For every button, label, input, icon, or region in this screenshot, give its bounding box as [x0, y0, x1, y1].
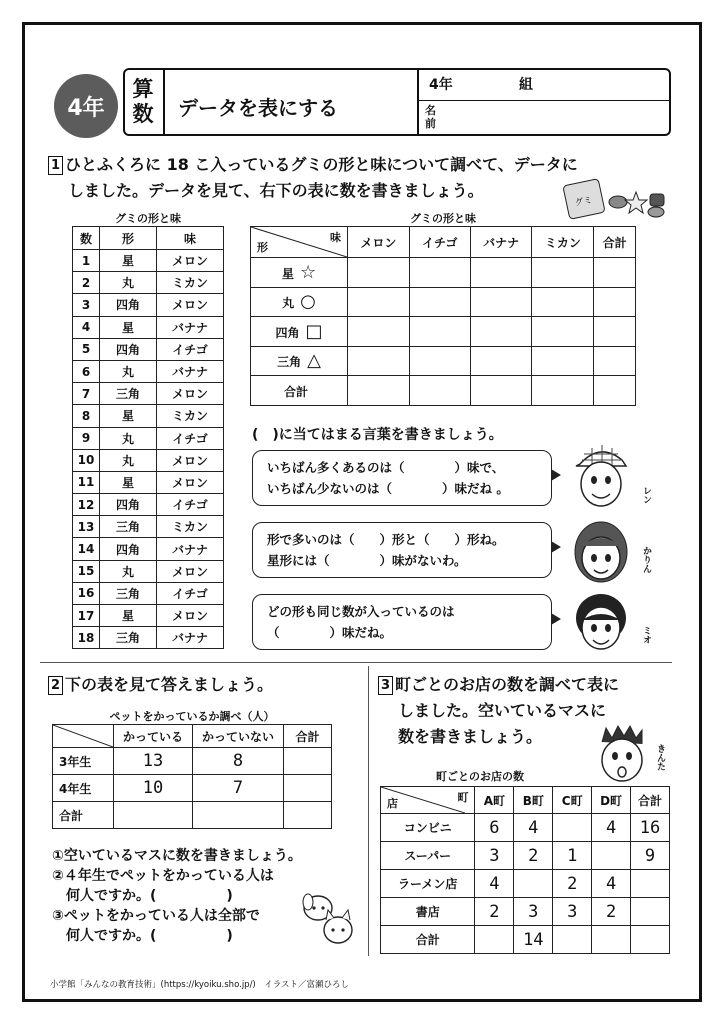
summary-row — [251, 258, 636, 288]
speaker-name-kinta: きんた — [655, 744, 665, 771]
row-shape: 星 — [100, 471, 157, 493]
row-flavor: メロン — [157, 471, 224, 493]
row-number: 4 — [73, 316, 100, 338]
data-table-row — [73, 383, 224, 405]
character-karin-illustration — [570, 516, 632, 588]
pet-row — [53, 802, 332, 829]
pet-col-not-have: かっていない — [193, 725, 284, 748]
row-flavor: ミカン — [157, 516, 224, 538]
shop-col-c: C町 — [553, 787, 592, 814]
shop-row-label: コンビニ — [381, 814, 475, 842]
summary-answer-cell[interactable] — [594, 287, 636, 317]
row-number: 17 — [73, 605, 100, 627]
shop-answer-cell[interactable] — [553, 926, 592, 954]
shop-table-caption: 町ごとのお店の数 — [436, 770, 524, 783]
shop-value-cell: 3 — [514, 898, 553, 926]
shop-col-a: A町 — [475, 787, 514, 814]
pet-col-total: 合計 — [284, 725, 332, 748]
row-shape: 四角 — [100, 294, 157, 316]
shop-row — [381, 926, 670, 954]
summary-row-label: 四角 □ — [251, 317, 348, 347]
row-flavor: イチゴ — [157, 582, 224, 604]
fill-instruction: ( )に当てはまる言葉を書きましょう。 — [252, 427, 503, 443]
pet-col-have: かっている — [114, 725, 193, 748]
summary-answer-cell[interactable] — [594, 346, 636, 376]
summary-answer-cell[interactable] — [409, 376, 470, 406]
summary-answer-cell[interactable] — [348, 317, 410, 347]
q2-number: 2 — [48, 676, 63, 695]
shop-row — [381, 870, 670, 898]
summary-row-label: 合計 — [251, 376, 348, 406]
pet-value-cell: 13 — [114, 748, 193, 775]
speaker-name-3: ミオ — [641, 626, 651, 644]
row-shape: 四角 — [100, 494, 157, 516]
shop-table — [380, 786, 670, 954]
col-melon: メロン — [348, 227, 410, 258]
row-shape: 星 — [100, 250, 157, 272]
pet-corner — [53, 725, 114, 748]
data-table-row — [73, 516, 224, 538]
shop-answer-cell[interactable] — [514, 870, 553, 898]
row-shape: 丸 — [100, 449, 157, 471]
shop-corner: 町 店 — [381, 787, 475, 814]
class-label: 組 — [519, 77, 533, 93]
summary-row — [251, 317, 636, 347]
data-table-row — [73, 272, 224, 294]
shop-col-d: D町 — [592, 787, 631, 814]
data-table-row — [73, 360, 224, 382]
row-flavor: イチゴ — [157, 494, 224, 516]
summary-answer-cell[interactable] — [470, 376, 532, 406]
speaker-name-1: レン — [641, 486, 651, 504]
summary-row-label: 星 ☆ — [251, 258, 348, 288]
shop-row-label: 書店 — [381, 898, 475, 926]
summary-answer-cell[interactable] — [532, 376, 594, 406]
pet-row-label: 合計 — [53, 802, 114, 829]
character-kinta-illustration — [596, 722, 648, 784]
gummy-summary-table — [250, 226, 636, 406]
character-mio-illustration — [570, 588, 632, 658]
row-flavor: ミカン — [157, 272, 224, 294]
row-shape: 丸 — [100, 360, 157, 382]
speech-bubble-2: 形で多いのは（ ）形と（ ）形ね。 星形には（ ）味がないわ。 — [252, 522, 552, 578]
summary-row-label: 三角 △ — [251, 346, 348, 376]
header-shape: 形 — [100, 227, 157, 250]
data-table-row — [73, 471, 224, 493]
shop-value-cell: 4 — [592, 870, 631, 898]
shop-row-label: ラーメン店 — [381, 870, 475, 898]
summary-answer-cell[interactable] — [532, 346, 594, 376]
gummy-data-table — [72, 226, 224, 649]
summary-answer-cell[interactable] — [470, 346, 532, 376]
shop-value-cell: 3 — [475, 842, 514, 870]
row-number: 12 — [73, 494, 100, 516]
shop-answer-cell[interactable] — [475, 926, 514, 954]
summary-answer-cell[interactable] — [532, 287, 594, 317]
q3-text: 3 町ごとのお店の数を調べて表に しました。空いているマスに 数を書きましょう。 — [378, 672, 678, 750]
shop-answer-cell[interactable] — [631, 926, 670, 954]
pet-row-label: 3年生 — [53, 748, 114, 775]
row-shape: 四角 — [100, 538, 157, 560]
data-table-row — [73, 250, 224, 272]
shop-col-b: B町 — [514, 787, 553, 814]
row-shape: 丸 — [100, 272, 157, 294]
header-number: 数 — [73, 227, 100, 250]
summary-answer-cell[interactable] — [532, 258, 594, 288]
pet-table — [52, 724, 332, 829]
data-table-row — [73, 427, 224, 449]
summary-row-label: 丸 ○ — [251, 287, 348, 317]
row-number: 7 — [73, 383, 100, 405]
row-number: 3 — [73, 294, 100, 316]
shop-col-total: 合計 — [631, 787, 670, 814]
row-shape: 丸 — [100, 427, 157, 449]
pet-value-cell: 7 — [193, 775, 284, 802]
pet-answer-cell[interactable] — [284, 802, 332, 829]
row-flavor: ミカン — [157, 405, 224, 427]
section-divider-vertical — [368, 666, 369, 956]
shop-answer-cell[interactable] — [631, 870, 670, 898]
shop-value-cell: 1 — [553, 842, 592, 870]
summary-answer-cell[interactable] — [348, 258, 410, 288]
row-shape: 三角 — [100, 383, 157, 405]
data-table-row — [73, 405, 224, 427]
summary-row — [251, 346, 636, 376]
row-number: 5 — [73, 338, 100, 360]
data-table-row — [73, 627, 224, 649]
row-flavor: メロン — [157, 560, 224, 582]
data-table-row — [73, 605, 224, 627]
speech-bubble-3: どの形も同じ数が入っているのは （ ）味だね。 — [252, 594, 552, 650]
row-shape: 三角 — [100, 516, 157, 538]
shop-row — [381, 842, 670, 870]
q1-text: 1 ひとふくろに 18 こ入っているグミの形と味について調べて、データに しました。データを見て、右下の表に数を書きましょう。 — [48, 152, 678, 204]
data-table-row — [73, 449, 224, 471]
section-divider-horizontal — [40, 662, 672, 663]
summary-answer-cell[interactable] — [470, 287, 532, 317]
name-area — [417, 68, 671, 136]
page-title: データを表にする — [178, 96, 338, 120]
row-flavor: イチゴ — [157, 427, 224, 449]
shape-symbol: □ — [305, 320, 323, 342]
summary-table-caption: グミの形と味 — [410, 212, 476, 225]
row-shape: 星 — [100, 316, 157, 338]
row-shape: 星 — [100, 605, 157, 627]
q1-number: 1 — [48, 156, 63, 175]
shop-answer-cell[interactable] — [553, 814, 592, 842]
row-number: 11 — [73, 471, 100, 493]
speaker-name-2: かりん — [641, 546, 651, 573]
data-table-row — [73, 338, 224, 360]
summary-answer-cell[interactable] — [409, 346, 470, 376]
shop-row-label: 合計 — [381, 926, 475, 954]
data-table-row — [73, 294, 224, 316]
svg-text:グミ: グミ — [573, 195, 594, 209]
summary-row — [251, 287, 636, 317]
subject-label: 算 数 — [123, 68, 165, 136]
summary-answer-cell[interactable] — [470, 258, 532, 288]
row-shape: 丸 — [100, 560, 157, 582]
pet-row-label: 4年生 — [53, 775, 114, 802]
summary-answer-cell[interactable] — [409, 317, 470, 347]
shop-answer-cell[interactable] — [631, 898, 670, 926]
summary-answer-cell[interactable] — [594, 317, 636, 347]
row-number: 14 — [73, 538, 100, 560]
pet-table-caption: ペットをかっているか調べ（人） — [109, 710, 275, 723]
pets-illustration — [296, 888, 360, 950]
summary-answer-cell[interactable] — [409, 258, 470, 288]
row-flavor: バナナ — [157, 627, 224, 649]
row-flavor: バナナ — [157, 360, 224, 382]
pet-answer-cell[interactable] — [284, 775, 332, 802]
summary-answer-cell[interactable] — [348, 287, 410, 317]
row-flavor: メロン — [157, 449, 224, 471]
q2-questions: ①空いているマスに数を書きましょう。 ②４年生でペットをかっている人は 何人ですか。( ) ③ペットをかっている人は全部で 何人ですか。( ) — [52, 848, 302, 944]
row-flavor: メロン — [157, 605, 224, 627]
summary-answer-cell[interactable] — [594, 376, 636, 406]
shop-value-cell: 2 — [553, 870, 592, 898]
row-shape: 四角 — [100, 338, 157, 360]
row-number: 2 — [73, 272, 100, 294]
summary-answer-cell[interactable] — [348, 346, 410, 376]
data-table-row — [73, 538, 224, 560]
row-number: 9 — [73, 427, 100, 449]
data-table-row — [73, 560, 224, 582]
shape-symbol: ○ — [300, 291, 316, 313]
summary-answer-cell[interactable] — [348, 376, 410, 406]
row-number: 13 — [73, 516, 100, 538]
q3-number: 3 — [378, 676, 393, 695]
q2-text: 2 下の表を見て答えましょう。 — [48, 672, 273, 698]
row-number: 1 — [73, 250, 100, 272]
row-number: 6 — [73, 360, 100, 382]
row-flavor: イチゴ — [157, 338, 224, 360]
pet-row — [53, 748, 332, 775]
shop-value-cell: 9 — [631, 842, 670, 870]
summary-answer-cell[interactable] — [409, 287, 470, 317]
shop-value-cell: 4 — [514, 814, 553, 842]
data-table-row — [73, 494, 224, 516]
shape-symbol: ☆ — [299, 261, 317, 283]
shop-value-cell: 2 — [592, 898, 631, 926]
row-flavor: バナナ — [157, 316, 224, 338]
summary-corner: 味 形 — [251, 227, 348, 258]
shop-value-cell: 2 — [514, 842, 553, 870]
name-label: 名 前 — [425, 104, 436, 130]
shop-value-cell: 6 — [475, 814, 514, 842]
shop-value-cell: 16 — [631, 814, 670, 842]
row-number: 8 — [73, 405, 100, 427]
col-total: 合計 — [594, 227, 636, 258]
pet-answer-cell[interactable] — [193, 802, 284, 829]
row-flavor: メロン — [157, 383, 224, 405]
summary-answer-cell[interactable] — [470, 317, 532, 347]
speech-bubble-1: いちばん多くあるのは（ ）味で、 いちばん少ないのは（ ）味だね 。 — [252, 450, 552, 506]
shop-row-label: スーパー — [381, 842, 475, 870]
row-flavor: メロン — [157, 250, 224, 272]
row-number: 10 — [73, 449, 100, 471]
shape-symbol: △ — [307, 350, 321, 372]
pet-row — [53, 775, 332, 802]
data-table-caption: グミの形と味 — [115, 212, 181, 225]
row-shape: 星 — [100, 405, 157, 427]
col-banana: バナナ — [470, 227, 532, 258]
shop-value-cell: 2 — [475, 898, 514, 926]
data-table-row — [73, 316, 224, 338]
shop-value-cell: 4 — [475, 870, 514, 898]
shop-answer-cell[interactable] — [592, 842, 631, 870]
grade-label: 4年 — [429, 77, 453, 93]
header-flavor: 味 — [157, 227, 224, 250]
row-flavor: バナナ — [157, 538, 224, 560]
col-strawberry: イチゴ — [409, 227, 470, 258]
row-shape: 三角 — [100, 627, 157, 649]
character-ren-illustration — [570, 440, 632, 512]
grade-badge: 4年 — [54, 74, 118, 138]
shop-value-cell: 3 — [553, 898, 592, 926]
summary-answer-cell[interactable] — [532, 317, 594, 347]
col-mikan: ミカン — [532, 227, 594, 258]
summary-answer-cell[interactable] — [594, 258, 636, 288]
shop-value-cell: 14 — [514, 926, 553, 954]
pet-value-cell: 8 — [193, 748, 284, 775]
footer-credit: 小学館「みんなの教育技術」(https://kyoiku.sho.jp/) イラスト／富瀬ひろし — [50, 980, 349, 990]
pet-answer-cell[interactable] — [284, 748, 332, 775]
row-flavor: メロン — [157, 294, 224, 316]
shop-answer-cell[interactable] — [592, 926, 631, 954]
shop-row — [381, 898, 670, 926]
shop-value-cell: 4 — [592, 814, 631, 842]
row-number: 18 — [73, 627, 100, 649]
row-number: 15 — [73, 560, 100, 582]
summary-row — [251, 376, 636, 406]
data-table-row — [73, 582, 224, 604]
pet-value-cell: 10 — [114, 775, 193, 802]
shop-row — [381, 814, 670, 842]
row-number: 16 — [73, 582, 100, 604]
row-shape: 三角 — [100, 582, 157, 604]
pet-answer-cell[interactable] — [114, 802, 193, 829]
